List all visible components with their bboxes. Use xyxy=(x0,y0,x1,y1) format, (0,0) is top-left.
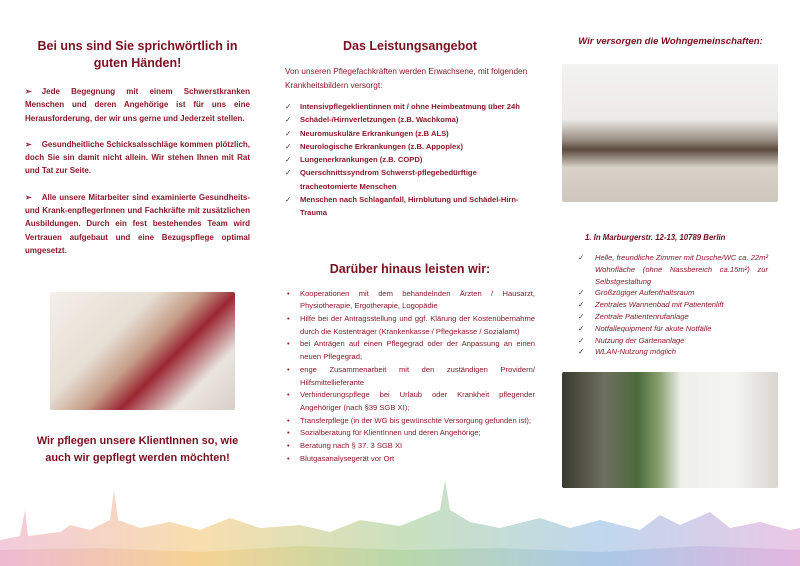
list-item: • Kooperationen mit dem behandelnden Ärzten / Hausarzt, Physiotherapie, Ergotherapie, Logopädie xyxy=(285,288,535,313)
list-item: • bei Anträgen auf einen Pflegegrad oder der Anpassung an einen neuen Pflegegrad; xyxy=(285,338,535,363)
list-item: • Blutgasanalysegerät vor Ort xyxy=(285,453,535,466)
list-item: ✓ Schädel-/Hirnverletzungen (z.B. Wachkoma) xyxy=(285,113,535,126)
list-item: • Sozialberatung für KlientInnen und deren Angehörige; xyxy=(285,427,535,440)
services-title: Das Leistungsangebot xyxy=(342,39,478,53)
list-item: ✓ Querschnittssyndrom Schwerst-pflegebedürftige tracheotomierte Menschen xyxy=(285,166,535,193)
list-item: ✓ Lungenerkrankungen (z.B. COPD) xyxy=(285,153,535,166)
additional-title: Darüber hinaus leisten wir: xyxy=(329,261,491,276)
intro-text: Von unseren Pflegefachkräften werden Erwachsene, mit folgenden Krankheitsbildern versorgt: xyxy=(285,67,528,90)
list-item: ✓ Intensivpflegeklientinnen mit / ohne Heimbeatmung über 24h xyxy=(285,100,535,113)
list-item: ✓ Neuromuskuläre Erkrankungen (z.B ALS) xyxy=(285,127,535,140)
right-title: Wir versorgen die Wohngemeinschaften: xyxy=(578,36,763,47)
list-item: ✓ Zentrales Wannenbad mit Patientenlift xyxy=(578,299,768,311)
services-list xyxy=(285,288,535,466)
list-item: ✓ Großzügiger Aufenthaltsraum xyxy=(578,287,768,299)
list-item: • enge Zusammenarbeit mit den zuständigen Providern/ Hilfsmittellieferante xyxy=(285,364,535,389)
address: 1. In Marburgerstr. 12-13, 10789 Berlin xyxy=(585,233,726,242)
left-panel xyxy=(25,0,250,257)
list-item: ✓ Nutzung der Gartenanlage xyxy=(578,335,768,347)
list-item: • Verhinderungspflege bei Urlaub oder Krankheit pflegender Angehöriger (nach §39 SGB XI); xyxy=(285,389,535,414)
list-item: • Beratung nach § 37. 3 SGB XI xyxy=(285,440,535,453)
paragraph: ➢ Gesundheitliche Schicksalsschläge kommen plötzlich, doch Sie sin damit nicht allein. Wir stehen Ihnen mit Rat und Tat zur Seite. xyxy=(25,139,250,176)
list-item: ✓ Helle, freundliche Zimmer mit Dusche/WC ca. 22m² Wohnfläche (ohne Nassbereich ca.15m²) zur Selbstgestaltung xyxy=(578,252,768,287)
paragraph: ➢ Alle unsere Mitarbeiter sind examinierte Gesundheits- und Krank-enpflegerInnen und Fachkräfte mit zusätzlichen Ausbildungen. Durch ein fest bestehendes Team wird Vertrauen aufgebaut und eine Bezugspflege optimal umgesetzt. xyxy=(25,192,250,255)
list-item: ✓ Notfallequipment für akute Notfälle xyxy=(578,323,768,335)
left-title: Bei uns sind Sie sprichwörtlich in guten Händen! xyxy=(37,39,238,70)
berlin-skyline-decoration xyxy=(0,470,800,566)
arrow-bullet-icon: ➢ xyxy=(25,87,32,96)
living-room-photo xyxy=(562,64,778,202)
list-item: ✓ Neurologische Erkrankungen (z.B. Appoplex) xyxy=(285,140,535,153)
list-item: • Hilfe bei der Antragsstellung und ggf. Klärung der Kostenübernahme durch die Kostenträger (Krankenkasse / Pflegekasse / Sozialamt) xyxy=(285,313,535,338)
motto: Wir pflegen unsere KlientInnen so, wie auch wir gepflegt werden möchten! xyxy=(36,435,239,464)
list-item: ✓ Menschen nach Schlaganfall, Hirnblutung und Schädel-Hirn- Trauma xyxy=(285,193,535,220)
arrow-bullet-icon: ➢ xyxy=(25,139,32,149)
features-list xyxy=(578,252,768,358)
list-item: ✓ Zentrale Patientenrufanlage xyxy=(578,311,768,323)
middle-panel xyxy=(285,0,535,466)
conditions-list xyxy=(285,100,535,220)
list-item: • Transferpflege (in der WG bis gewünschte Versorgung gefunden ist); xyxy=(285,415,535,428)
arrow-bullet-icon: ➢ xyxy=(25,192,32,202)
list-item: ✓ WLAN-Nutzung möglich xyxy=(578,346,768,358)
nurse-photo xyxy=(50,292,235,410)
paragraph: ➢ Jede Begegnung mit einem Schwerstkranken Menschen und deren Angehörige ist für uns eine Herausforderung, der wir uns gerne und Jederzeit stellen. xyxy=(25,87,250,123)
right-panel xyxy=(558,0,783,47)
